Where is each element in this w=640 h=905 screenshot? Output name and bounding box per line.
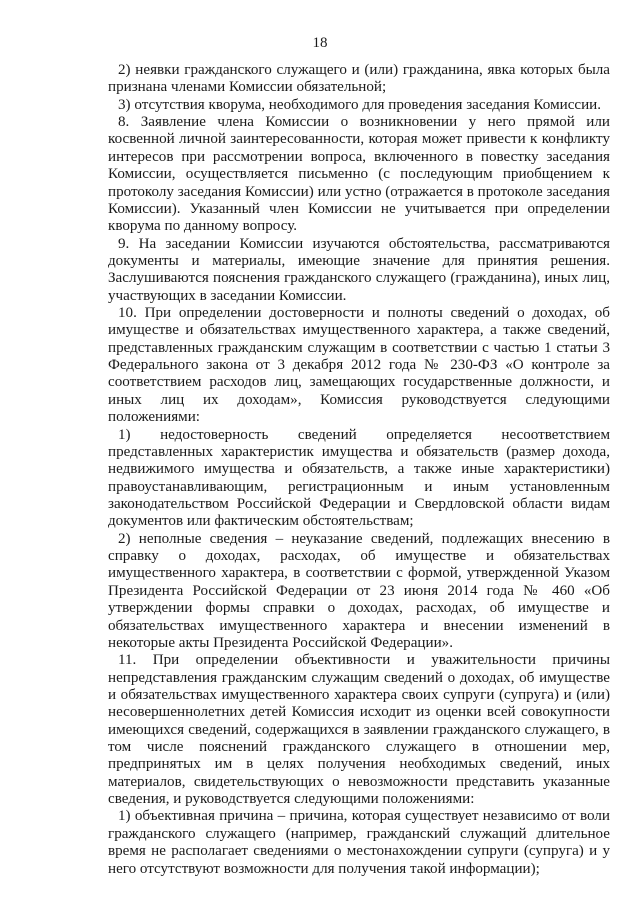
paragraph-item-3: 3) отсутствия кворума, необходимого для проведения заседания Комиссии.: [118, 96, 602, 113]
paragraph-section-10: 10. При определении достоверности и полноты сведений о доходах, об имуществе и обязательствах имущественного характера, а также сведений, представленных гражданским служащим в соответствии с частью 1 статьи 3 Федерального закона от 3 декабря 2012 года № 230-ФЗ «О контроле за соответствием расходов лиц, замещающих государственные должности, и иных лиц их доходам», Комиссия руководствуется следующими положениями:: [108, 305, 610, 426]
paragraph-section-10-item-1: 1) недостоверность сведений определяется несоответствием представленных характеристик имущества и обязательств (размер дохода, недвижимого имущества и обязательств, а также иные характеристики) правоустанавливающим, регистрационным и иным установленным законодательством Российской Федерации и Свердловской области видам документов или фактическим обстоятельствам;: [108, 426, 610, 530]
paragraph-section-11: 11. При определении объективности и уважительности причины непредставления гражданским служащим сведений о доходах, об имуществе и обязательствах имущественного характера своих супруги (супруга) и (или) несовершеннолетних детей Комиссия исходит из оценки всей совокупности имеющихся сведений, содержащихся в заявлении гражданского служащего, в том числе пояснений гражданского служащего в отношении мер, предпринятых им в целях получения необходимых сведений, иных материалов, свидетельствующих о невозможности представить указанные сведения, и руководствуется следующими положениями:: [108, 652, 610, 808]
document-body: [108, 62, 610, 878]
paragraph-section-10-item-2: 2) неполные сведения – неуказание сведений, подлежащих внесению в справку о доходах, расходах, об имуществе и обязательствах имущественного характера, в соответствии с формой, утвержденной Указом Президента Российской Федерации от 23 июня 2014 года № 460 «Об утверждении формы справки о доходах, расходах, об имуществе и обязательствах имущественного характера и внесении изменений в некоторые акты Президента Российской Федерации».: [108, 530, 610, 651]
page-number: 18: [312, 35, 328, 51]
paragraph-section-9: 9. На заседании Комиссии изучаются обстоятельства, рассматриваются документы и материалы, имеющие значение для принятия решения. Заслушиваются пояснения гражданского служащего (гражданина), иных лиц, участвующих в заседании Комиссии.: [108, 235, 610, 304]
paragraph-section-11-item-1: 1) объективная причина – причина, которая существует независимо от воли гражданского служащего (например, гражданский служащий длительное время не располагает сведениями о местонахождении супруги (супруга) и у него отсутствуют возможности для получения такой информации);: [108, 808, 610, 877]
paragraph-item-2: 2) неявки гражданского служащего и (или) гражданина, явка которых была признана членами Комиссии обязательной;: [108, 62, 610, 96]
paragraph-section-8: 8. Заявление члена Комиссии о возникновении у него прямой или косвенной личной заинтересованности, которая может привести к конфликту интересов при рассмотрении вопроса, включенного в повестку заседания Комиссии, осуществляется письменно (с последующим приобщением к протоколу заседания Комиссии) или устно (отражается в протоколе заседания Комиссии). Указанный член Комиссии не учитывается при определении кворума по данному вопросу.: [108, 114, 610, 235]
